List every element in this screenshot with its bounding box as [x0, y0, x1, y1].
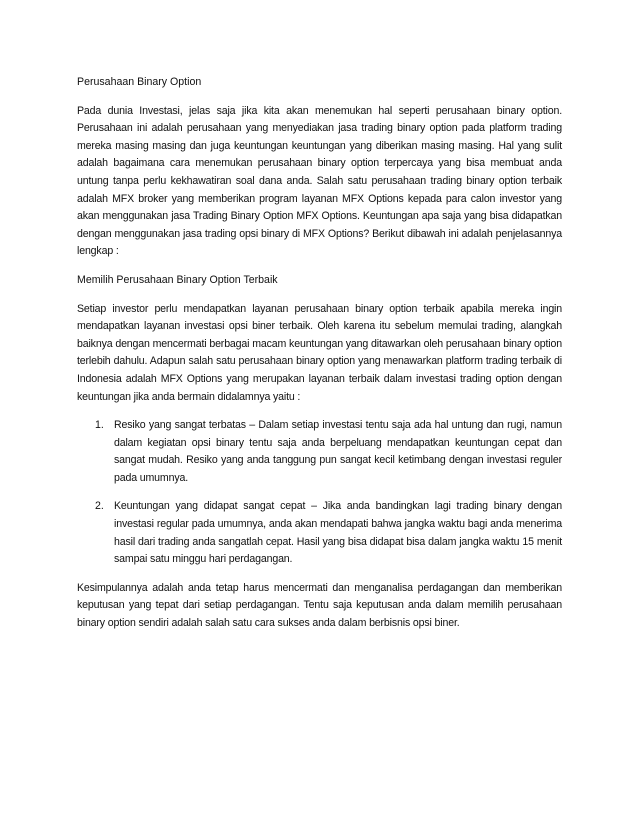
list-item-text: Keuntungan yang didapat sangat cepat – Jika anda bandingkan lagi trading binary dengan investasi regular pada umumnya, anda akan mendapati bahwa jangka waktu bagi anda menerima hasil dari trading anda sangatlah cepat. Hasil yang bisa didapat bisa dalam jangka waktu 15 menit sampai satu minggu hari perdagangan. [114, 500, 562, 566]
list-item-number: 1. [95, 419, 104, 432]
document-title: Perusahaan Binary Option [77, 76, 202, 88]
list-item-number: 2. [95, 500, 104, 513]
intro-paragraph: Pada dunia Investasi, jelas saja jika kita akan menemukan hal seperti perusahaan binary option. Perusahaan ini adalah perusahaan yang menyediakan jasa trading binary option pada platform trading mereka masing masing dan juga keuntungan keuntungan yang diberikan masing masing. Hal yang sulit adalah bagaimana cara menemukan perusahaan binary option terpercaya yang bisa membuat anda untung tanpa perlu kekhawatiran soal dana anda. Salah satu perusahaan trading binary option terbaik adalah MFX broker yang memberikan program layanan MFX Options kepada para calon investor yang akan menggunakan jasa Trading Binary Option MFX Options. Keuntungan apa saja yang bisa didapatkan dengan menggunakan jasa trading opsi binary di MFX Options? Berikut dibawah ini adalah penjelasannya lengkap : [77, 104, 562, 258]
list-item-text: Resiko yang sangat terbatas – Dalam setiap investasi tentu saja ada hal untung dan rugi, namun dalam kegiatan opsi binary tentu saja anda berpeluang mendapatkan keuntungan cepat dan sangat mudah. Resiko yang anda tanggung pun sangat kecil ketimbang dengan investasi reguler pada umumnya. [114, 419, 562, 484]
list-item [95, 417, 562, 487]
section-paragraph: Setiap investor perlu mendapatkan layanan perusahaan binary option terbaik apabila mereka ingin mendapatkan layanan investasi opsi biner terbaik. Oleh karena itu sebelum memulai trading, alangkah baiknya dengan mencermati berbagai macam keuntungan yang ditawarkan oleh perusahaan binary option terlebih dahulu. Adapun salah satu perusahaan binary option yang menawarkan platform trading terbaik di Indonesia adalah MFX Options yang merupakan layanan terbaik dalam investasi trading option dengan keuntungan jika anda bermain didalamnya yaitu : [77, 302, 562, 403]
numbered-list [77, 417, 562, 569]
list-item [95, 498, 562, 568]
section-heading: Memilih Perusahaan Binary Option Terbaik [77, 273, 278, 286]
conclusion-paragraph: Kesimpulannya adalah anda tetap harus mencermati dan menganalisa perdagangan dan memberikan keputusan yang tepat dari setiap perdagangan. Tentu saja keputusan anda dalam memilih perusahaan binary option sendiri adalah salah satu cara sukses anda dalam berbisnis opsi biner. [77, 581, 562, 630]
